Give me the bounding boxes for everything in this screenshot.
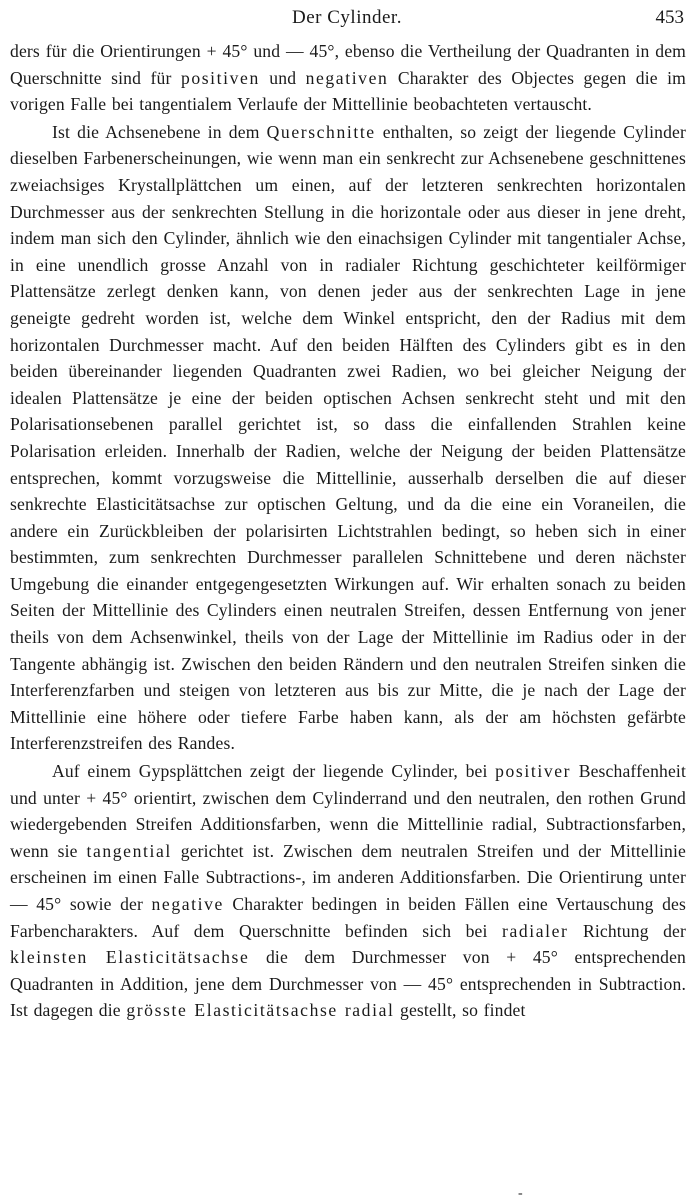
text-run: Charakter des Objectes gegen die im vorigen Falle bei tangentialem Verlaufe der Mittellinie beobachteten vertauscht. [10,67,687,115]
emphasized-text: positiven [180,67,260,88]
emphasized-text: negativen [305,67,389,88]
emphasized-text: Querschnitte [266,121,376,142]
text-run: enthalten, so zeigt der liegende Cylinder dieselben Farbenerscheinungen, wie wenn man ein senkrecht zur Achsenebene geschnittenes zweiachsiges Krystallplättchen um einen, auf der letzteren senkrechten horizontalen Durchmesser aus der senkrechten Stellung in die horizontale oder aus dieser in jene dreht, indem man sich den Cylinder, ähnlich wie den einachsigen Cylinder mit tangentialer Achse, in eine unendlich grosse Anzahl von in radialer Richtung geschichteter keilförmiger Plattensätze zerlegt denken kann, von denen jeder aus der senkrechten Lage in jene geneigte gedreht worden ist, welche dem Winkel entspricht, den der Radius mit dem horizontalen Durchmesser macht. Auf den beiden Hälften des Cylinders gibt es in den beiden übereinander liegenden Quadranten zwei Radien, wo bei gleicher Neigung der idealen Plattensätze je eine der beiden optischen Achsen senkrecht steht und mit den Polarisationsebenen parallel gerichtet ist, so dass die einfallenden Strahlen keine Polarisation erleiden. Innerhalb der Radien, welche der Neigung der beiden Plattensätze entsprechen, kommt vorzugsweise die Mittellinie, ausserhalb derselben die auf dieser senkrechte Elasticitätsachse zur optischen Geltung, und da die eine ein Voraneilen, die andere ein Zurückbleiben der polarisirten Lichtstrahlen bedingt, so heben sich in einer bestimmten, zum senkrechten Durchmesser parallelen Schnittebene und deren nächster Umgebung die einander entgegengesetzten Wirkungen auf. Wir erhalten sonach zu beiden Seiten der Mittellinie des Cylinders einen neutralen Streifen, dessen Entfernung von jener theils von dem Achsenwinkel, theils von der Lage der Mittellinie im Radius oder in der Tangente abhängig ist. Zwischen den beiden Rändern und den neutralen Streifen sinken die Interferenzfarben und steigen von letzteren aus bis zur Mitte, die je nach der Lage der Mittellinie eine höhere oder tiefere Farbe haben kann, als der am höchsten gefärbte Interferenzstreifen des Randes. [10,121,686,754]
text-run: gerichtet ist. Zwischen dem neutralen Streifen und der Mittellinie erscheinen im einen Falle Subtractions-, im anderen Additionsfarben. Die Orientirung unter — 45° sowie der [10,840,686,914]
text-run: die dem Durchmesser von + 45° entsprechenden Quadranten in Addition, jene dem Durchmesser von — 45° entsprechenden in Subtraction. Ist dagegen die [10,947,686,1021]
body-text [10,38,686,1024]
text-run: Richtung der [568,920,686,941]
running-head: Der Cylinder. [292,7,402,28]
text-run: und [259,67,306,88]
text-run: Charakter bedingen in beiden Fällen eine Vertauschung des Farbencharakters. Auf dem Querschnitte befinden sich bei [10,894,686,941]
page-header [10,6,684,30]
paragraph-3 [10,758,686,1024]
emphasized-text: radialer [501,920,569,941]
text-run: gestellt, so findet [394,1000,526,1021]
page-number: 453 [655,7,684,28]
paragraph-1 [10,38,686,118]
emphasized-text: negative [151,894,224,914]
text-run: Ist die Achsenebene in dem [52,121,267,142]
paragraph-2 [10,119,686,757]
emphasized-text: tangential [86,840,172,861]
footer-mark: - [518,1186,523,1201]
text-run: Auf einem Gypsplättchen zeigt der liegende Cylinder, bei [52,761,496,782]
text-run: ders für die Orientirungen + 45° und — 45°, ebenso die Vertheilung der Quadranten in dem Querschnitte sind für [10,41,686,88]
emphasized-text: grösste Elasticitätsachse radial [126,1000,395,1021]
text-run: Beschaffenheit und unter + 45° orientirt, zwischen dem Cylinderrand und den neutralen, den rothen Grund wiedergebenden Streifen Additionsfarben, wenn die Mittellinie radial, Subtractionsfarben, wenn sie [10,761,686,861]
emphasized-text: kleinsten Elasticitätsachse [10,947,250,968]
emphasized-text: positiver [495,761,572,782]
